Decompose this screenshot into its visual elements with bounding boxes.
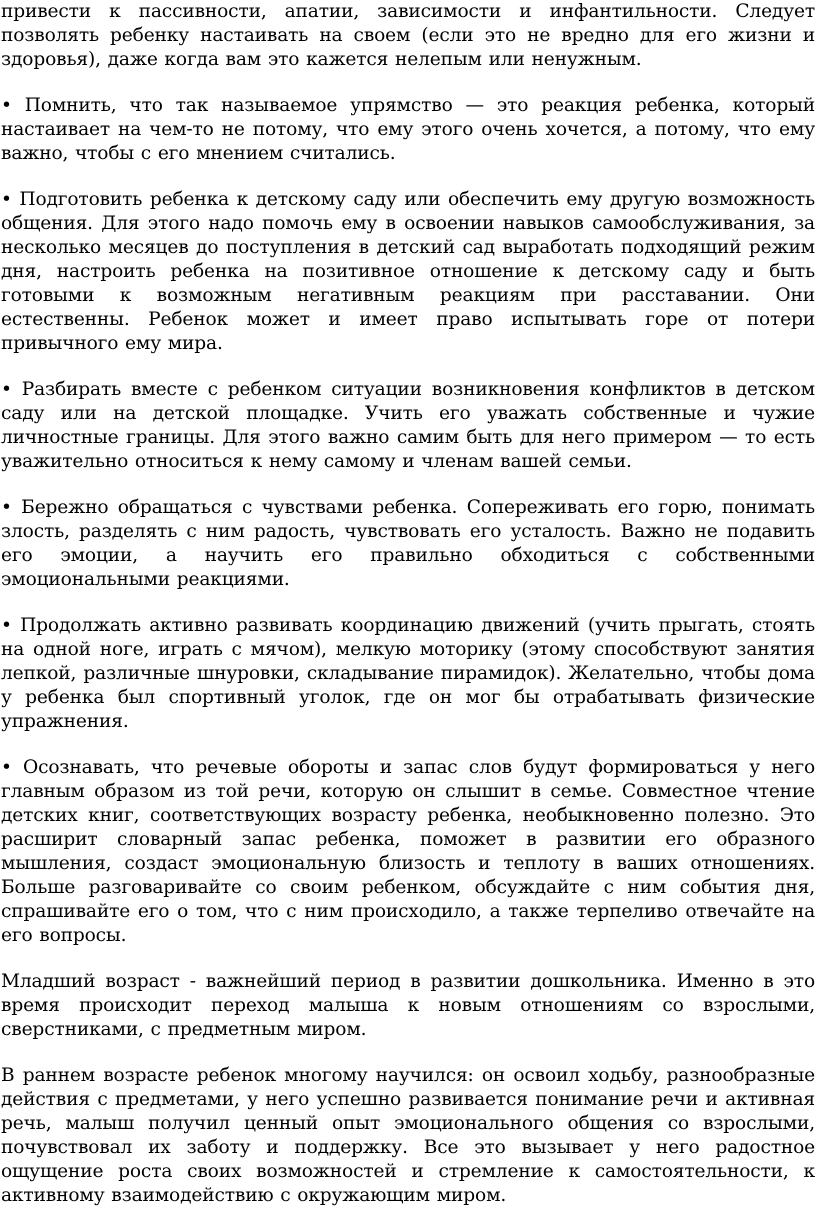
bullet-conflicts: • Разбирать вместе с ребенком ситуации возникновения конфликтов в детском саду или на детской площадке. Учить его уважать собственные и чужие личностные границы. Для этого важно самим быть для него примером — то есть уважительно относиться к нему самому и членам вашей семьи. bbox=[1, 379, 815, 472]
bullet-stubbornness: • Помнить, что так называемое упрямство — это реакция ребенка, который настаивает на чем-то не потому, что ему этого очень хочется, а потому, что ему важно, чтобы с его мнением считались. bbox=[1, 95, 815, 164]
bullet-kindergarten: • Подготовить ребенка к детскому саду или обеспечить ему другую возможность общения. Для этого надо помочь ему в освоении навыков самообслуживания, за несколько месяцев до поступления в детский сад выработать подходящий режим дня, настроить ребенка на позитивное отношение к детскому саду и быть готовыми к возможным негативным реакциям при расставании. Они естественны. Ребенок может и имеет право испытывать горе от потери привычного ему мира. bbox=[1, 189, 815, 354]
paragraph-younger-age: Младший возраст - важнейший период в развитии дошкольника. Именно в это время происходит переход малыша к новым отношениям со взрослыми, сверстниками, с предметным миром. bbox=[1, 971, 815, 1040]
paragraph-continuation: привести к пассивности, апатии, зависимости и инфантильности. Следует позволять ребенку настаивать на своем (если это не вредно для его жизни и здоровья), даже когда вам это кажется нелепым или ненужным. bbox=[1, 1, 815, 70]
bullet-coordination: • Продолжать активно развивать координацию движений (учить прыгать, стоять на одной ноге, играть с мячом), мелкую моторику (этому способствуют занятия лепкой, различные шнуровки, складывание пирамидок). Желательно, чтобы дома у ребенка был спортивный уголок, где он мог бы отрабатывать физические упражнения. bbox=[1, 615, 815, 732]
bullet-speech: • Осознавать, что речевые обороты и запас слов будут формироваться у него главным образом из той речи, которую он слышит в семье. Совместное чтение детских книг, соответствующих возрасту ребенка, необыкновенно полезно. Это расширит словарный запас ребенка, поможет в развитии его образного мышления, создаст эмоциональную близость и теплоту в ваших отношениях. Больше разговаривайте со своим ребенком, обсуждайте с ним события дня, спрашивайте его о том, что с ним происходило, а также терпеливо отвечайте на его вопросы. bbox=[1, 757, 815, 946]
paragraph-early-age: В раннем возрасте ребенок многому научился: он освоил ходьбу, разнообразные действия с предметами, у него успешно развивается понимание речи и активная речь, малыш получил ценный опыт эмоционального общения со взрослыми, почувствовал их заботу и поддержку. Все это вызывает у него радостное ощущение роста своих возможностей и стремление к самостоятельности, к активному взаимодействию с окружающим миром. bbox=[1, 1065, 815, 1206]
bullet-feelings: • Бережно обращаться с чувствами ребенка. Сопереживать его горю, понимать злость, разделять с ним радость, чувствовать его усталость. Важно не подавить его эмоции, а научить его правильно обходиться с собственными эмоциональными реакциями. bbox=[1, 497, 815, 590]
